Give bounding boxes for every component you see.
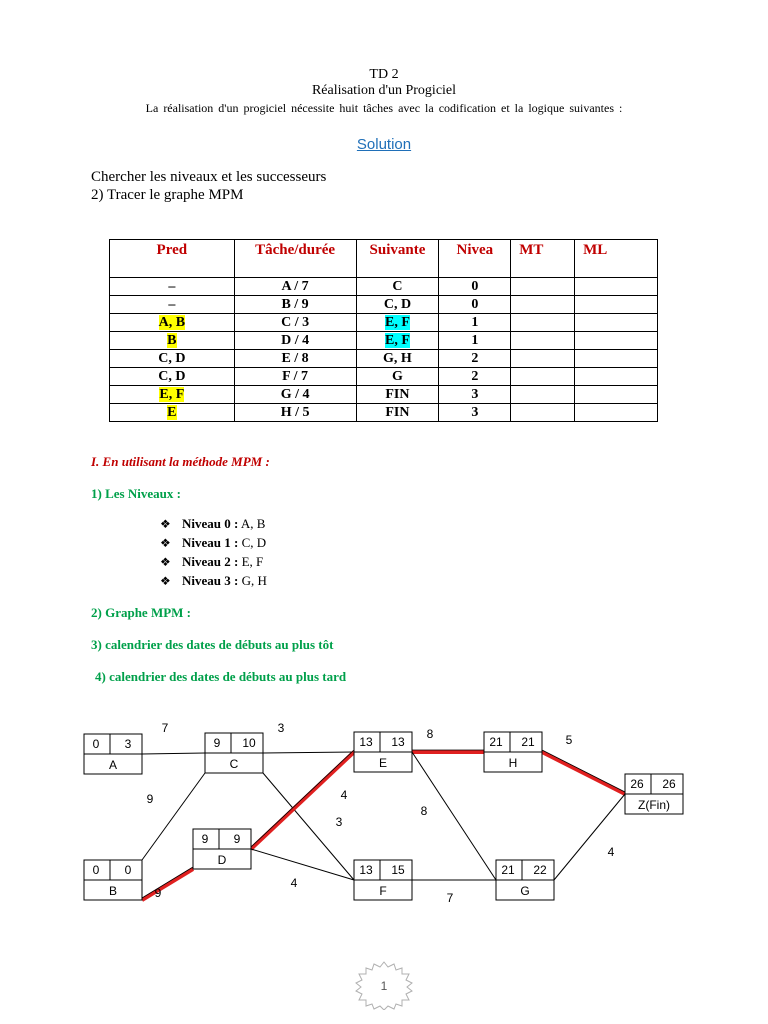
intro-text: La réalisation d'un progiciel nécessite huit tâches avec la codification et la logique suivantes : bbox=[145, 101, 623, 115]
node-late-date: 15 bbox=[391, 863, 405, 877]
cell-mt bbox=[511, 332, 575, 350]
node-c bbox=[205, 733, 263, 773]
diamond-bullet-icon: ❖ bbox=[160, 555, 171, 569]
cell-task-text: H / 5 bbox=[280, 404, 310, 420]
cell-task bbox=[234, 296, 356, 314]
instruction-line-2: 2) Tracer le graphe MPM bbox=[91, 187, 244, 203]
cell-level bbox=[439, 332, 511, 350]
edge-h-z bbox=[542, 752, 625, 794]
edge-weight: 7 bbox=[446, 891, 454, 905]
cell-task bbox=[234, 404, 356, 422]
node-g bbox=[496, 860, 554, 900]
levels-heading: 1) Les Niveaux : bbox=[91, 486, 181, 501]
cell-task-text: D / 4 bbox=[281, 332, 310, 348]
cell-pred-text: C, D bbox=[158, 368, 186, 384]
cell-next-text: E, F bbox=[385, 332, 410, 348]
node-early-date: 21 bbox=[501, 863, 515, 877]
edge-d-e bbox=[251, 752, 354, 849]
cell-pred bbox=[110, 386, 235, 404]
edge-b-d bbox=[142, 869, 193, 900]
cell-level-text: 1 bbox=[471, 314, 479, 330]
cell-task-text: B / 9 bbox=[281, 296, 309, 312]
cell-pred bbox=[110, 350, 235, 368]
cell-ml bbox=[575, 314, 658, 332]
page-number-badge bbox=[350, 960, 418, 1010]
method-heading: I. En utilisant la méthode MPM : bbox=[91, 454, 270, 469]
table-row bbox=[110, 350, 658, 368]
cell-next bbox=[356, 278, 439, 296]
cell-mt bbox=[511, 368, 575, 386]
cell-level bbox=[439, 278, 511, 296]
cell-pred-text: A, B bbox=[158, 314, 186, 330]
cell-level bbox=[439, 314, 511, 332]
level-label: Niveau 3 : bbox=[182, 573, 239, 588]
cell-pred-text: E, F bbox=[159, 386, 185, 402]
level-item bbox=[160, 552, 267, 571]
table-row bbox=[110, 386, 658, 404]
cell-mt bbox=[511, 278, 575, 296]
cell-ml bbox=[575, 278, 658, 296]
table-row bbox=[110, 296, 658, 314]
node-b bbox=[84, 860, 142, 900]
table-row bbox=[110, 368, 658, 386]
node-late-date: 10 bbox=[242, 736, 256, 750]
table-row bbox=[110, 278, 658, 296]
cell-mt bbox=[511, 386, 575, 404]
level-label: Niveau 1 : bbox=[182, 535, 239, 550]
cell-task-text: F / 7 bbox=[282, 368, 309, 384]
cell-next-text: FIN bbox=[385, 404, 410, 420]
node-early-date: 13 bbox=[359, 735, 373, 749]
cell-pred-text: – bbox=[168, 278, 176, 294]
edge-c-e bbox=[263, 752, 354, 753]
cell-task-text: G / 4 bbox=[280, 386, 310, 402]
level-item bbox=[160, 514, 267, 533]
node-label: A bbox=[108, 758, 118, 772]
node-late-date: 9 bbox=[233, 832, 241, 846]
header-mt: MT bbox=[511, 240, 575, 278]
cell-level bbox=[439, 404, 511, 422]
cell-next-text: E, F bbox=[385, 314, 410, 330]
level-item bbox=[160, 571, 267, 590]
edge-outline bbox=[251, 750, 354, 847]
cell-next-text: FIN bbox=[385, 386, 410, 402]
cell-level-text: 2 bbox=[471, 350, 479, 366]
solution-link[interactable]: Solution bbox=[356, 136, 412, 153]
level-item bbox=[160, 533, 267, 552]
instruction-line-1: Chercher les niveaux et les successeurs bbox=[91, 169, 327, 185]
cell-ml bbox=[575, 296, 658, 314]
edge-outline bbox=[542, 750, 625, 792]
node-label: F bbox=[379, 884, 387, 898]
cell-ml bbox=[575, 386, 658, 404]
level-label: Niveau 2 : bbox=[182, 554, 239, 569]
document-subtitle: Réalisation d'un Progiciel bbox=[311, 83, 457, 98]
node-early-date: 9 bbox=[201, 832, 209, 846]
level-label: Niveau 0 : bbox=[182, 516, 239, 531]
edge-outline bbox=[142, 867, 193, 898]
diamond-bullet-icon: ❖ bbox=[160, 517, 171, 531]
node-late-date: 26 bbox=[662, 777, 676, 791]
cell-task bbox=[234, 332, 356, 350]
node-early-date: 9 bbox=[213, 736, 221, 750]
node-label: Z(Fin) bbox=[638, 798, 670, 812]
node-a bbox=[84, 734, 142, 774]
node-late-date: 13 bbox=[391, 735, 405, 749]
cell-next-text: C, D bbox=[383, 296, 412, 312]
node-early-date: 0 bbox=[92, 737, 100, 751]
cell-pred bbox=[110, 332, 235, 350]
edge-g-z bbox=[554, 794, 625, 880]
cell-task-text: A / 7 bbox=[281, 278, 309, 294]
page-number: 1 bbox=[380, 979, 388, 993]
cell-task bbox=[234, 386, 356, 404]
cell-next bbox=[356, 332, 439, 350]
edge-weight: 5 bbox=[565, 733, 573, 747]
calendar-late-heading: 4) calendrier des dates de débuts au plus tard bbox=[95, 669, 347, 684]
cell-task-text: C / 3 bbox=[281, 314, 310, 330]
node-label: H bbox=[508, 756, 518, 770]
cell-pred-text: B bbox=[167, 332, 177, 348]
edge-weight: 4 bbox=[290, 876, 298, 890]
cell-task bbox=[234, 350, 356, 368]
cell-level bbox=[439, 386, 511, 404]
cell-ml bbox=[575, 368, 658, 386]
cell-next bbox=[356, 350, 439, 368]
edge-weight: 9 bbox=[154, 886, 162, 900]
edge-a-c bbox=[142, 753, 205, 754]
cell-next bbox=[356, 386, 439, 404]
cell-task bbox=[234, 278, 356, 296]
node-z bbox=[625, 774, 683, 814]
cell-next-text: G bbox=[392, 368, 403, 384]
header-level: Nivea bbox=[439, 240, 511, 278]
calendar-early-heading: 3) calendrier des dates de débuts au plus tôt bbox=[91, 637, 334, 652]
table-header-row bbox=[110, 240, 658, 278]
header-ml: ML bbox=[575, 240, 658, 278]
node-late-date: 21 bbox=[521, 735, 535, 749]
cell-level-text: 0 bbox=[471, 278, 479, 294]
cell-level-text: 0 bbox=[471, 296, 479, 312]
node-label: C bbox=[229, 757, 239, 771]
table-row bbox=[110, 404, 658, 422]
cell-pred bbox=[110, 368, 235, 386]
cell-ml bbox=[575, 350, 658, 368]
node-h bbox=[484, 732, 542, 772]
node-label: D bbox=[217, 853, 227, 867]
cell-level-text: 2 bbox=[471, 368, 479, 384]
node-early-date: 13 bbox=[359, 863, 373, 877]
cell-next bbox=[356, 368, 439, 386]
node-late-date: 3 bbox=[124, 737, 132, 751]
header-next: Suivante bbox=[356, 240, 439, 278]
edge-weight: 3 bbox=[277, 721, 285, 735]
node-d bbox=[193, 829, 251, 869]
edge-weight: 4 bbox=[607, 845, 615, 859]
node-late-date: 22 bbox=[533, 863, 547, 877]
cell-mt bbox=[511, 404, 575, 422]
cell-pred bbox=[110, 314, 235, 332]
node-early-date: 21 bbox=[489, 735, 503, 749]
cell-pred bbox=[110, 278, 235, 296]
level-value: A, B bbox=[240, 516, 266, 531]
node-f bbox=[354, 860, 412, 900]
table-row bbox=[110, 314, 658, 332]
cell-pred-text: E bbox=[167, 404, 177, 420]
cell-pred bbox=[110, 404, 235, 422]
diamond-bullet-icon: ❖ bbox=[160, 574, 171, 588]
task-table bbox=[109, 239, 658, 422]
cell-level bbox=[439, 296, 511, 314]
cell-ml bbox=[575, 332, 658, 350]
cell-level-text: 3 bbox=[471, 404, 479, 420]
graph-heading: 2) Graphe MPM : bbox=[91, 605, 192, 620]
edge-weight: 8 bbox=[426, 727, 434, 741]
cell-pred-text: – bbox=[168, 296, 176, 312]
edge-d-f bbox=[251, 849, 354, 880]
node-late-date: 0 bbox=[124, 863, 132, 877]
cell-level-text: 1 bbox=[471, 332, 479, 348]
cell-ml bbox=[575, 404, 658, 422]
levels-list bbox=[160, 514, 267, 590]
document-title: TD 2 bbox=[369, 67, 399, 82]
cell-task bbox=[234, 314, 356, 332]
edge-weight: 8 bbox=[420, 804, 428, 818]
cell-next bbox=[356, 296, 439, 314]
mpm-graph bbox=[0, 700, 768, 920]
node-early-date: 0 bbox=[92, 863, 100, 877]
cell-next bbox=[356, 314, 439, 332]
level-value: C, D bbox=[241, 535, 267, 550]
diamond-bullet-icon: ❖ bbox=[160, 536, 171, 550]
cell-mt bbox=[511, 296, 575, 314]
cell-level-text: 3 bbox=[471, 386, 479, 402]
level-value: E, F bbox=[241, 554, 264, 569]
edge-weight: 7 bbox=[161, 721, 169, 735]
cell-next-text: G, H bbox=[383, 350, 412, 366]
cell-level bbox=[439, 368, 511, 386]
node-label: B bbox=[108, 884, 118, 898]
edge-weight: 4 bbox=[340, 788, 348, 802]
cell-pred-text: C, D bbox=[158, 350, 186, 366]
node-early-date: 26 bbox=[630, 777, 644, 791]
cell-task bbox=[234, 368, 356, 386]
cell-next bbox=[356, 404, 439, 422]
edge-weight: 9 bbox=[146, 792, 154, 806]
table-row bbox=[110, 332, 658, 350]
cell-mt bbox=[511, 314, 575, 332]
cell-next-text: C bbox=[392, 278, 403, 294]
cell-level bbox=[439, 350, 511, 368]
cell-task-text: E / 8 bbox=[281, 350, 309, 366]
node-e bbox=[354, 732, 412, 772]
cell-mt bbox=[511, 350, 575, 368]
edge-weight: 3 bbox=[335, 815, 343, 829]
node-label: E bbox=[378, 756, 388, 770]
header-task: Tâche/durée bbox=[234, 240, 356, 278]
cell-pred bbox=[110, 296, 235, 314]
node-label: G bbox=[520, 884, 530, 898]
header-pred: Pred bbox=[110, 240, 235, 278]
level-value: G, H bbox=[241, 573, 267, 588]
